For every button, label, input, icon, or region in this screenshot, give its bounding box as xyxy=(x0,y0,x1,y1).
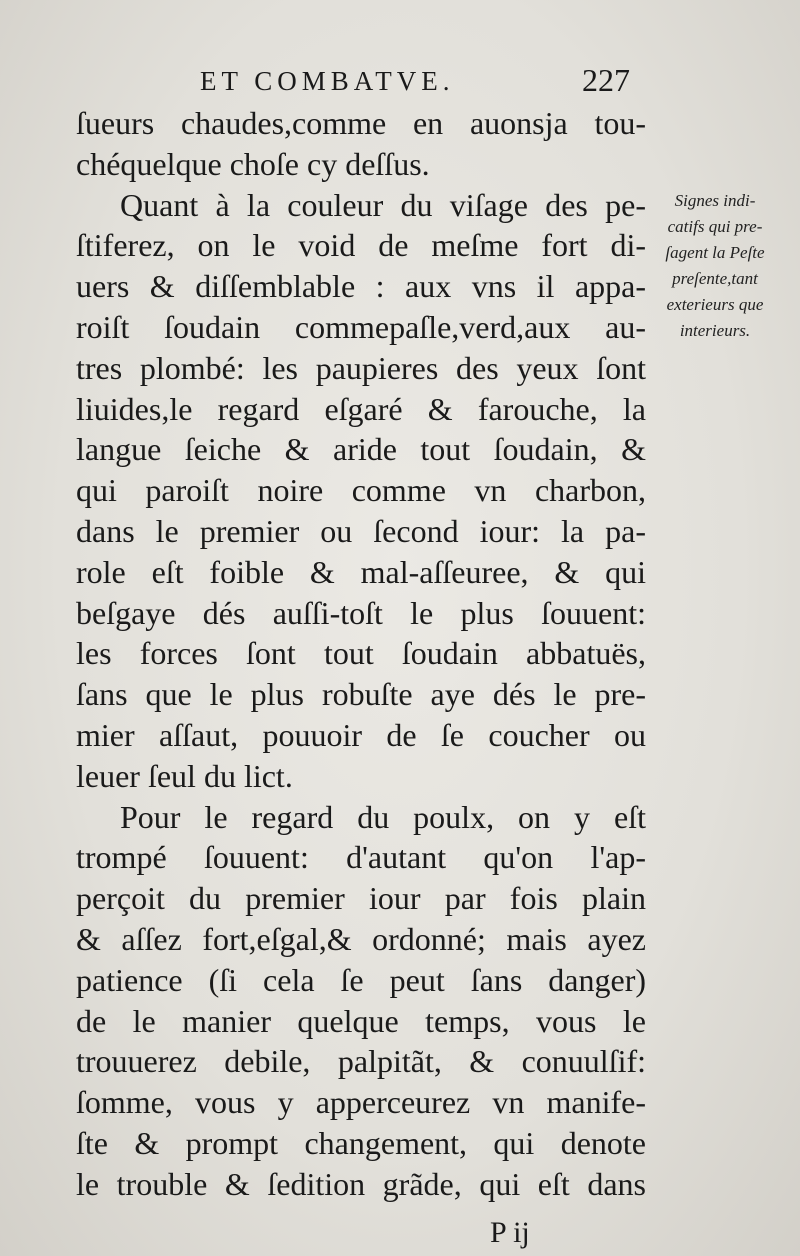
text-line: perçoit du premier iour par fois plain xyxy=(76,880,646,917)
text-line: de le manier quelque temps, vous le xyxy=(76,1002,646,1039)
marginal-note-line: Signes indi- xyxy=(674,191,756,210)
text-line: Quant à la couleur du viſage des pe- xyxy=(120,186,646,223)
text-line: uers & diſſemblable : aux vns il appa- xyxy=(76,268,646,305)
text-line: ſomme, vous y apperceurez vn manife- xyxy=(76,1084,646,1121)
text-line: chéquelque choſe cy deſſus. xyxy=(76,145,430,182)
text-line: trouuerez debile, palpitãt, & conuulſif: xyxy=(76,1043,646,1080)
running-head: ET COMBATVE. xyxy=(200,66,455,96)
text-line: leuer ſeul du lict. xyxy=(76,757,293,794)
text-line: mier aſſaut, pouuoir de ſe coucher ou xyxy=(76,716,646,753)
text-line: le trouble & ſedition grãde, qui eſt dans xyxy=(76,1165,646,1202)
text-line: liuides,le regard eſgaré & farouche, la xyxy=(76,390,646,427)
text-line: beſgaye dés auſſi-toſt le plus ſouuent: xyxy=(76,594,646,631)
page-number: 227 xyxy=(582,62,630,98)
body-text xyxy=(76,103,646,1205)
marginal-note-line: catifs qui pre- xyxy=(667,217,763,236)
text-line: trompé ſouuent: d'autant qu'on l'ap- xyxy=(76,839,646,876)
text-line: qui paroiſt noire comme vn charbon, xyxy=(76,472,646,509)
text-line: ſtiferez, on le void de meſme fort di- xyxy=(76,227,646,264)
text-line: roiſt ſoudain commepaſle,verd,aux au- xyxy=(76,308,646,345)
text-line: ſueurs chaudes,comme en auonsja tou- xyxy=(76,105,646,141)
text-line: tres plombé: les paupieres des yeux ſont xyxy=(76,349,646,386)
text-line: dans le premier ou ſecond iour: la pa- xyxy=(76,512,646,549)
marginal-note-line: preſente,tant xyxy=(672,269,758,288)
text-line: & aſſez fort,eſgal,& ordonné; mais ayez xyxy=(76,920,646,957)
marginal-note-line: ſagent la Peſte xyxy=(665,243,765,262)
signature-mark: P ij xyxy=(490,1216,530,1249)
text-line: role eſt foible & mal-aſſeuree, & qui xyxy=(76,553,646,590)
text-line: patience (ſi cela ſe peut ſans danger) xyxy=(76,961,646,998)
page-header xyxy=(200,58,630,102)
text-line: Pour le regard du poulx, on y eſt xyxy=(120,798,646,835)
marginal-note-line: interieurs. xyxy=(679,321,751,340)
marginal-note xyxy=(636,188,794,344)
text-line: les forces ſont tout ſoudain abbatuës, xyxy=(76,635,646,672)
marginal-note-line: exterieurs que xyxy=(666,295,764,314)
text-line: ſte & prompt changement, qui denote xyxy=(76,1124,646,1161)
text-line: ſans que le plus robuſte aye dés le pre- xyxy=(76,676,646,713)
text-line: langue ſeiche & aride tout ſoudain, & xyxy=(76,431,646,468)
